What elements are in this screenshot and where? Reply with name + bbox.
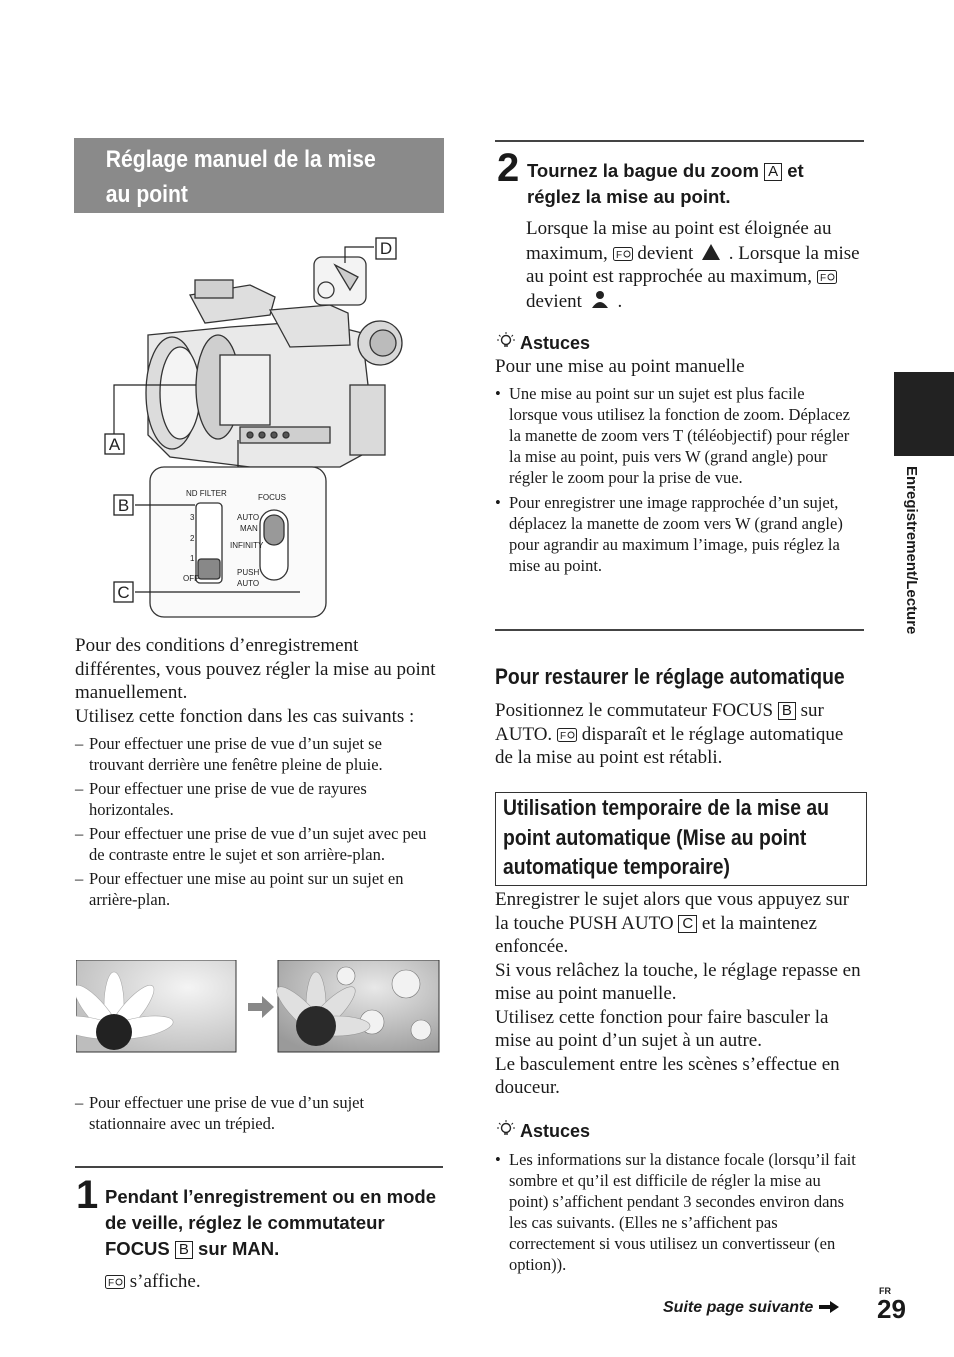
- pos2-label: 2: [190, 534, 195, 543]
- pos1-label: 1: [190, 554, 195, 563]
- infinity-label: INFINITY: [230, 541, 264, 550]
- temp-heading: Utilisation temporaire de la mise au point automatique (Mise au point automatique temporaire): [503, 795, 829, 879]
- tips-1-lead: Pour une mise au point manuelle: [495, 356, 745, 377]
- label-b: B: [117, 496, 130, 515]
- man-label: MAN: [240, 524, 258, 533]
- ref-box-c: C: [678, 915, 697, 933]
- mountain-icon: [698, 241, 724, 261]
- list-item: – Pour effectuer une prise de vue d’un sujet stationnaire avec un trépied.: [75, 1092, 440, 1134]
- detail-d: [314, 257, 366, 305]
- section-title: Réglage manuel de la mise au point: [105, 146, 376, 208]
- label-d: D: [379, 239, 393, 258]
- push-label: PUSH: [237, 568, 260, 577]
- arrow-right-icon: [818, 1300, 840, 1314]
- chapter-label: Enregistrement/Lecture: [903, 466, 920, 635]
- restore-text: Positionnez le commutateur FOCUS B sur AUTO. F disparaît et le réglage automatique de la mise au point est rétabli.: [495, 700, 844, 768]
- language-code: FR: [879, 1286, 891, 1296]
- tips-1-header: Astuces: [496, 331, 590, 354]
- list-item: – Pour effectuer une prise de vue d’un sujet avec peu de contraste entre le sujet et son arrière-plan.: [75, 823, 440, 865]
- person-icon: [587, 289, 613, 309]
- step-1-title: Pendant l’enregistrement ou en mode de veille, réglez le commutateur FOCUS B sur MAN.: [105, 1186, 437, 1259]
- page-number: 29: [877, 1294, 906, 1324]
- lightbulb-icon: [496, 1119, 516, 1139]
- auto-label: AUTO: [237, 513, 260, 522]
- divider: [75, 1166, 443, 1168]
- manual-focus-icon: [557, 728, 577, 742]
- list-item: • Les informations sur la distance focale (lorsqu’il fait sombre et qu’il est difficile de régler la mise au point) s’affichent pendant 3 secondes environ dans les cas suivants. (Elles ne s’affichent pas correctement si vous utilisez un convertisseur (en option)).: [495, 1149, 861, 1275]
- divider: [495, 629, 864, 631]
- temp-paragraph-3: Utilisez cette fonction pour faire basculer la mise au point d’un sujet à un autre.: [495, 1006, 829, 1051]
- ref-box-a: A: [764, 163, 782, 181]
- temp-text: [495, 888, 865, 1100]
- off-label: OFF: [183, 574, 199, 583]
- image-after: [271, 960, 439, 1052]
- step-1-note: F s’affiche.: [105, 1270, 201, 1294]
- push-auto-label: AUTO: [237, 579, 260, 588]
- ref-box-b: B: [175, 1241, 193, 1259]
- list-item: • Pour enregistrer une image rapprochée d’un sujet, déplacez la manette de zoom vers W (grand angle) pour agrandir au maximum l’image, puis réglez la mise au point.: [495, 492, 857, 576]
- intro-paragraph: Pour des conditions d’enregistrement différentes, vous pouvez régler la mise au point manuellement.: [75, 635, 436, 703]
- svg-text:F: F: [615, 249, 622, 261]
- tips-2-header: Astuces: [496, 1119, 590, 1142]
- nd-filter-label: ND FILTER: [186, 489, 227, 498]
- temp-paragraph-2: Si vous relâchez la touche, le réglage repasse en mise au point manuelle.: [495, 959, 861, 1004]
- label-a: A: [108, 435, 121, 454]
- arrow-icon: [248, 996, 274, 1018]
- step-2-text: Lorsque la mise au point est éloignée au maximum, F devient . Lorsque la mise au point est rapprochée au maximum, F devient .: [526, 218, 860, 312]
- chapter-tab: [894, 372, 954, 456]
- focus-label: FOCUS: [258, 493, 286, 502]
- tips-1-list: [495, 383, 857, 580]
- divider: [495, 140, 864, 142]
- manual-focus-icon: [817, 270, 837, 284]
- svg-text:F: F: [108, 1278, 115, 1289]
- manual-focus-icon: [613, 247, 633, 261]
- focus-comparison-images: [76, 960, 440, 1054]
- tips-2-list: [495, 1149, 861, 1279]
- restore-heading: Pour restaurer le réglage automatique: [495, 664, 845, 689]
- camera-drawing: [146, 280, 402, 467]
- temp-paragraph-4: Le basculement entre les scènes s’effectue en douceur.: [495, 1053, 840, 1098]
- ref-box-b: B: [778, 702, 796, 720]
- svg-text:F: F: [559, 730, 567, 742]
- use-line: Utilisez cette fonction dans les cas suivants :: [75, 705, 415, 727]
- list-item: – Pour effectuer une prise de vue d’un sujet se trouvant derrière une fenêtre pleine de pluie.: [75, 733, 440, 775]
- pos3-label: 3: [190, 513, 195, 522]
- manual-focus-icon: [105, 1275, 125, 1289]
- temp-paragraph-1: Enregistrer le sujet alors que vous appuyez sur la touche PUSH AUTO C et la maintenez enfoncée.: [495, 889, 850, 957]
- svg-text:F: F: [819, 273, 826, 284]
- image-before: [76, 960, 236, 1052]
- continue-note: Suite page suivante: [663, 1299, 840, 1317]
- camera-illustration: [100, 235, 410, 625]
- list-item: – Pour effectuer une prise de vue de rayures horizontales.: [75, 778, 440, 820]
- step-1-number: 1: [76, 1173, 99, 1217]
- list-item: – Pour effectuer une mise au point sur un sujet en arrière-plan.: [75, 868, 440, 910]
- step-2-number: 2: [497, 146, 520, 190]
- lightbulb-icon: [496, 331, 516, 351]
- cases-list: [75, 733, 440, 913]
- label-c: C: [117, 583, 130, 602]
- list-item: • Une mise au point sur un sujet est plus facile lorsque vous utilisez la fonction de zoom. Déplacez la manette de zoom vers T (téléobjectif) pour régler la mise au point, puis vers W (grand angle) pour régler le zoom pour la prise de vue.: [495, 383, 857, 488]
- step-2-title: Tournez la bague du zoom A et réglez la mise au point.: [527, 160, 804, 207]
